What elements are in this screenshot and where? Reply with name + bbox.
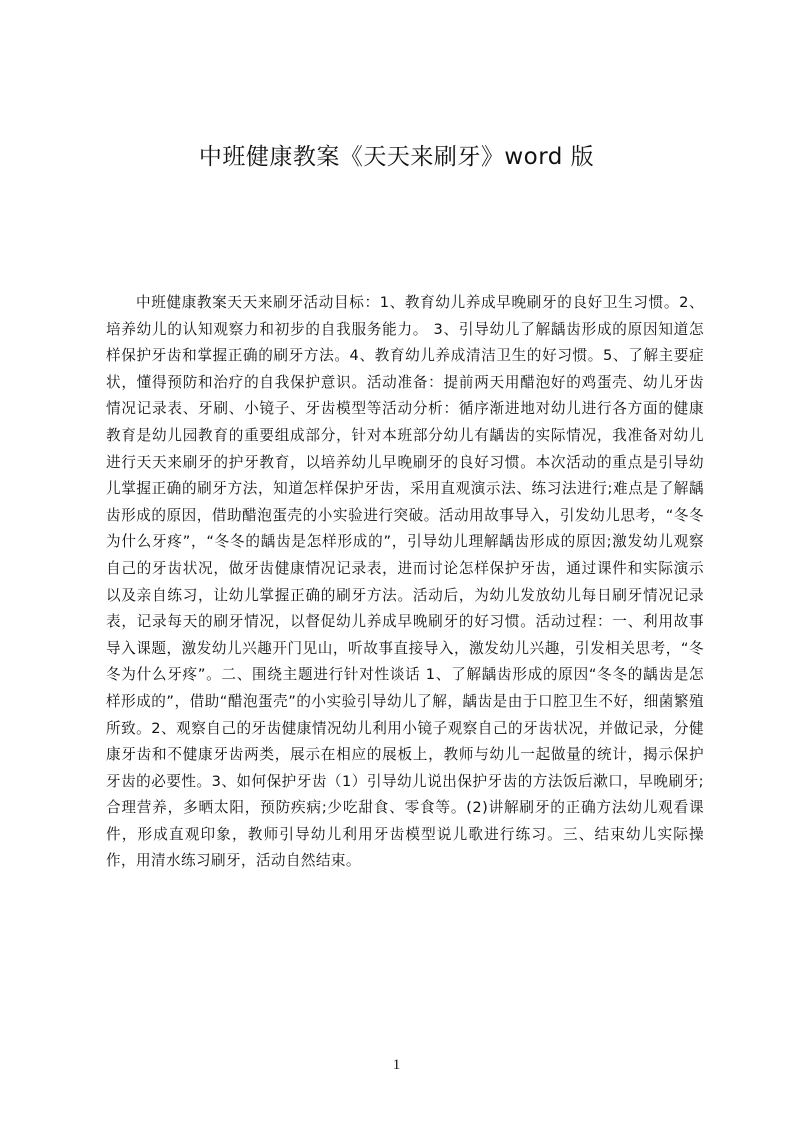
document-body-paragraph: 中班健康教案天天来刷牙活动目标：1、教育幼儿养成早晚刷牙的良好卫生习惯。2、培养幼儿的认知观察力和初步的自我服务能力。 3、引导幼儿了解龋齿形成的原因知道怎样保护牙齿和掌握正确的刷牙方法。4、教育幼儿养成清洁卫生的好习惯。5、了解主要症状，懂得预防和治疗的自我保护意识。活动准备：提前两天用醋泡好的鸡蛋壳、幼儿牙齿情况记录表、牙刷、小镜子、牙齿模型等活动分析：循序渐进地对幼儿进行各方面的健康教育是幼儿园教育的重要组成部分，针对本班部分幼儿有龋齿的实际情况，我准备对幼儿进行天天来刷牙的护牙教育，以培养幼儿早晚刷牙的良好习惯。本次活动的重点是引导幼儿掌握正确的刷牙方法，知道怎样保护牙齿，采用直观演示法、练习法进行;难点是了解龋齿形成的原因，借助醋泡蛋壳的小实验进行突破。活动用故事导入，引发幼儿思考，“冬冬为什么牙疼”，“冬冬的龋齿是怎样形成的”，引导幼儿理解龋齿形成的原因;激发幼儿观察自己的牙齿状况，做牙齿健康情况记录表，进而讨论怎样保护牙齿，通过课件和实际演示以及亲自练习，让幼儿掌握正确的刷牙方法。活动后，为幼儿发放幼儿每日刷牙情况记录表，记录每天的刷牙情况，以督促幼儿养成早晚刷牙的好习惯。活动过程：一、利用故事导入课题，激发幼儿兴趣开门见山，听故事直接导入，激发幼儿兴趣，引发相关思考，“冬冬为什么牙疼”。二、围绕主题进行针对性谈话 1、了解龋齿形成的原因“冬冬的龋齿是怎样形成的”，借助“醋泡蛋壳”的小实验引导幼儿了解，龋齿是由于口腔卫生不好，细菌繁殖所致。2、观察自己的牙齿健康情况幼儿利用小镜子观察自己的牙齿状况，并做记录，分健康牙齿和不健康牙齿两类，展示在相应的展板上，教师与幼儿一起做量的统计，揭示保护牙齿的必要性。3、如何保护牙齿（1）引导幼儿说出保护牙齿的方法饭后漱口，早晚刷牙;合理营养，多晒太阳，预防疾病;少吃甜食、零食等。(2)讲解刷牙的正确方法幼儿观看课件，形成直观印象，教师引导幼儿利用牙齿模型说儿歌进行练习。三、结束幼儿实际操作，用清水练习刷牙，活动自然结束。	[106, 294, 704, 870]
document-title: 中班健康教案《天天来刷牙》word 版	[198, 144, 595, 170]
page-number: 1	[392, 1057, 401, 1073]
